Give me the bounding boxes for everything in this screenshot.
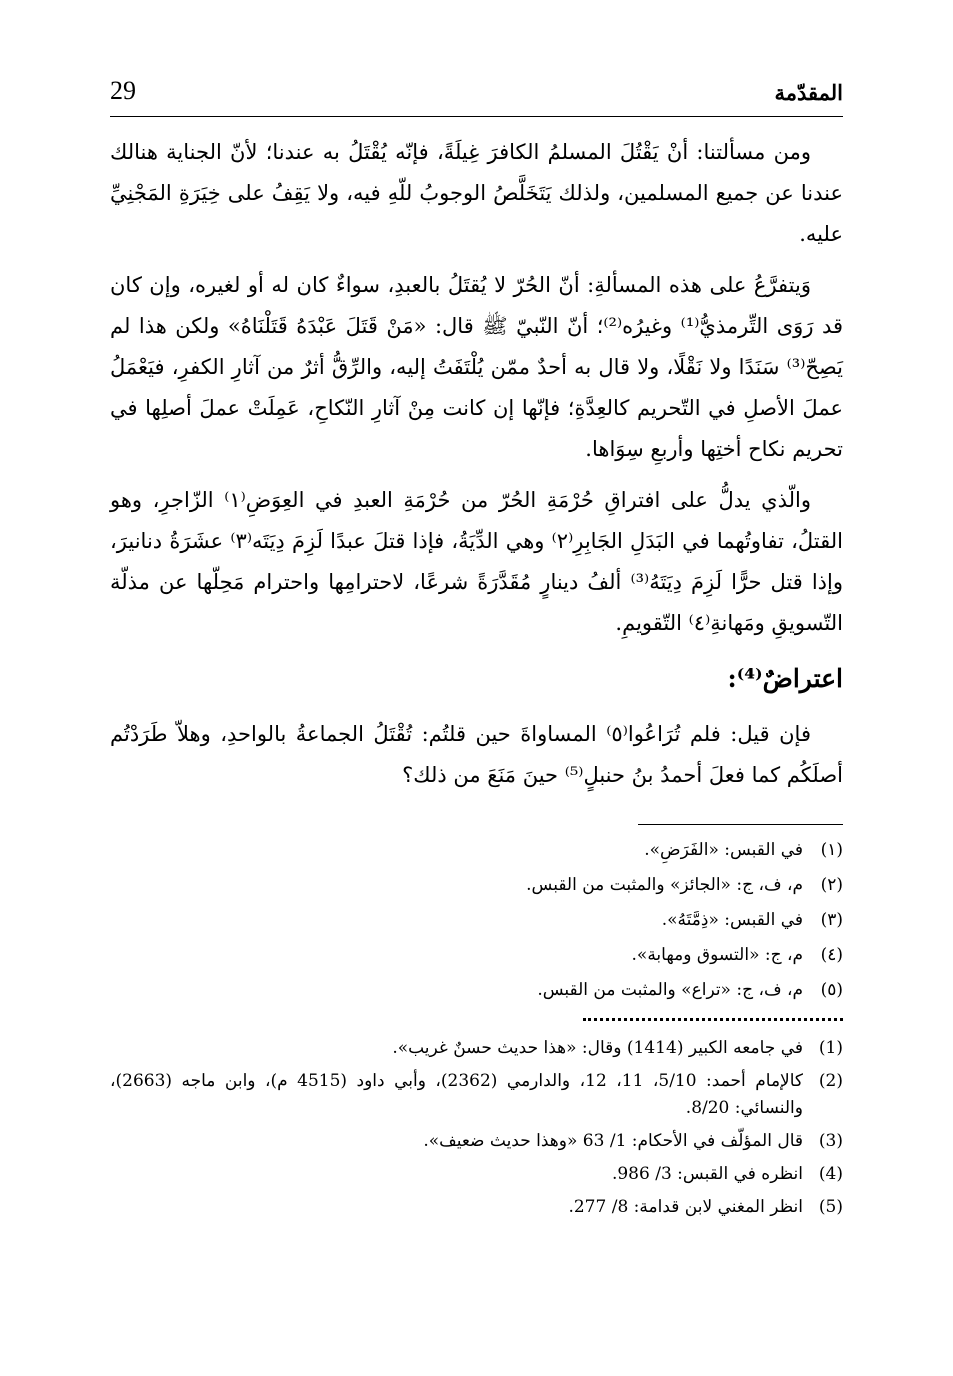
footnote-number: (٣) xyxy=(820,910,843,930)
paragraph: وَيتفرَّعُ على هذه المسألةِ: أنّ الحُرّ لا يُقتَلُ بالعبدِ، سواءٌ كان له أو لغيره، وإن كان قد رَوَى التِّرمذيُّ⁽¹⁾ وغيرُه⁽²⁾؛ أنّ النّبيّ ﷺ قال: «مَنْ قَتَلَ عَبْدَهُ قَتَلْنَاهُ» ولكن هذا لم يَصِحّ⁽³⁾ سَنَدًا ولا نَقْلًا، ولا قال به أحدٌ ممّن يُلْتَفَتُ إليه، والرِّقُّ أثرٌ من آثارِ الكفرِ، فيَعْمَلُ عملَ الأصلِ في التّحريم كالعِدَّةِ؛ فإنّها إن كانت مِنْ آثارِ النّكاحِ، عَمِلَتْ عملَ أصلِها في تحريم نكاح أختِها وأربعِ سِوَاها. xyxy=(110,273,844,461)
footnote-text: م، ف، ج: «الجائز» والمثبت من القبس. xyxy=(526,875,803,895)
footnote-separator xyxy=(638,824,843,825)
footnote-number: (١) xyxy=(820,840,843,860)
footnote-text: قال المؤلّف في الأحكام: 1/ 63 «وهذا حديث ضعيف». xyxy=(423,1131,803,1151)
footnote-text: م، ف، ج: «تراع» والمثبت من القبس. xyxy=(537,980,803,1000)
footnote-text: م، ج: «التسوق ومهابة». xyxy=(631,945,803,965)
paragraph: فإن قيل: فلم تُرَاعُوا⁽٥⁾ المساواةَ حين قلتُم: تُقْتَلُ الجماعةُ بالواحدِ، وهلاّ طَرَدْتُم أصلَكُم كما فعلَ أحمدُ بنُ حنبلٍ⁽⁵⁾ حينَ مَنَعَ من ذلك؟ xyxy=(110,722,843,787)
page-header xyxy=(110,76,843,117)
footnote-text: في القبس: «الفَرَضِ». xyxy=(644,840,803,860)
footnote-number: (4) xyxy=(818,1164,843,1184)
footnote-text: انظره في القبس: 3/ 986. xyxy=(611,1164,803,1184)
dotted-separator xyxy=(583,1018,843,1021)
footnote xyxy=(110,1128,843,1155)
footnote-number: (2) xyxy=(818,1071,843,1091)
footnote-text: كالإمام أحمد: 5/10، 11، 12، والدارمي (2362)، وأبي داود (4515 م)، وابن ماجه (2663)، والنسائي: 8/20. xyxy=(110,1071,804,1118)
footnote xyxy=(110,1035,843,1062)
footnote xyxy=(110,872,843,899)
footnote-number: (٥) xyxy=(820,980,843,1000)
page-number: 29 xyxy=(110,76,136,105)
section-heading: اعتراضٌ⁽⁴⁾: xyxy=(727,664,843,693)
paragraph: ومن مسألتنا: أنْ يَقْتُلَ المسلمُ الكافرَ غِيلَةً، فإنّه يُقْتَلُ به عندنا؛ لأنّ الجناية هنالك عندنا عن جميع المسلمين، ولذلك يَتَخَلَّصُ الوجوبُ للّهِ فيه، ولا يَقِفُ على خِيَرَةِ المَجْنِيِّ عليه. xyxy=(110,140,843,246)
footnote xyxy=(110,1068,843,1122)
footnote-number: (1) xyxy=(818,1038,843,1058)
footnote-number: (٢) xyxy=(820,875,843,895)
footnote xyxy=(110,837,843,864)
footnote xyxy=(110,942,843,969)
footnote xyxy=(110,1161,843,1188)
running-title: المقدّمة xyxy=(774,80,843,105)
footnote-text: في القبس: «ذِمَّتَهُ». xyxy=(661,910,803,930)
source-footnotes xyxy=(110,1035,843,1221)
variant-footnotes xyxy=(110,837,843,1004)
footnote xyxy=(110,907,843,934)
footnote xyxy=(110,977,843,1004)
page-body xyxy=(110,132,843,1227)
footnote xyxy=(110,1194,843,1221)
footnote-number: (٤) xyxy=(820,945,843,965)
footnote-number: (5) xyxy=(818,1197,843,1217)
footnote-number: (3) xyxy=(818,1131,843,1151)
footnote-text: انظر المغني لابن قدامة: 8/ 277. xyxy=(568,1197,803,1217)
footnote-text: في جامعه الكبير (1414) وقال: «هذا حديث حسنٌ غريب». xyxy=(392,1038,803,1058)
paragraph: والّذي يدلُّ على افتراقِ حُرْمَةِ الحُرّ من حُرْمَةِ العبدِ في العِوَضِ⁽١⁾ الزّاجرِ، وهو القتلُ، تفاوتُهما في البَدَلِ الجَابِرِ⁽٢⁾ وهي الدِّيَةُ، فإذا قتلَ عبدًا لَزِمَ دِيَتَه⁽٣⁾ عشَرَةُ دنانيرَ، وإذا قتل حرًّا لَزِمَ دِيَتَهُ⁽³⁾ ألفُ دينارٍ مُقَدَّرَةً شرعًا، لاحترامِها واحترام مَحِلّها عن مذلّة التّسويقِ ومَهانةِ⁽٤⁾ التّقويمِ. xyxy=(110,488,844,635)
